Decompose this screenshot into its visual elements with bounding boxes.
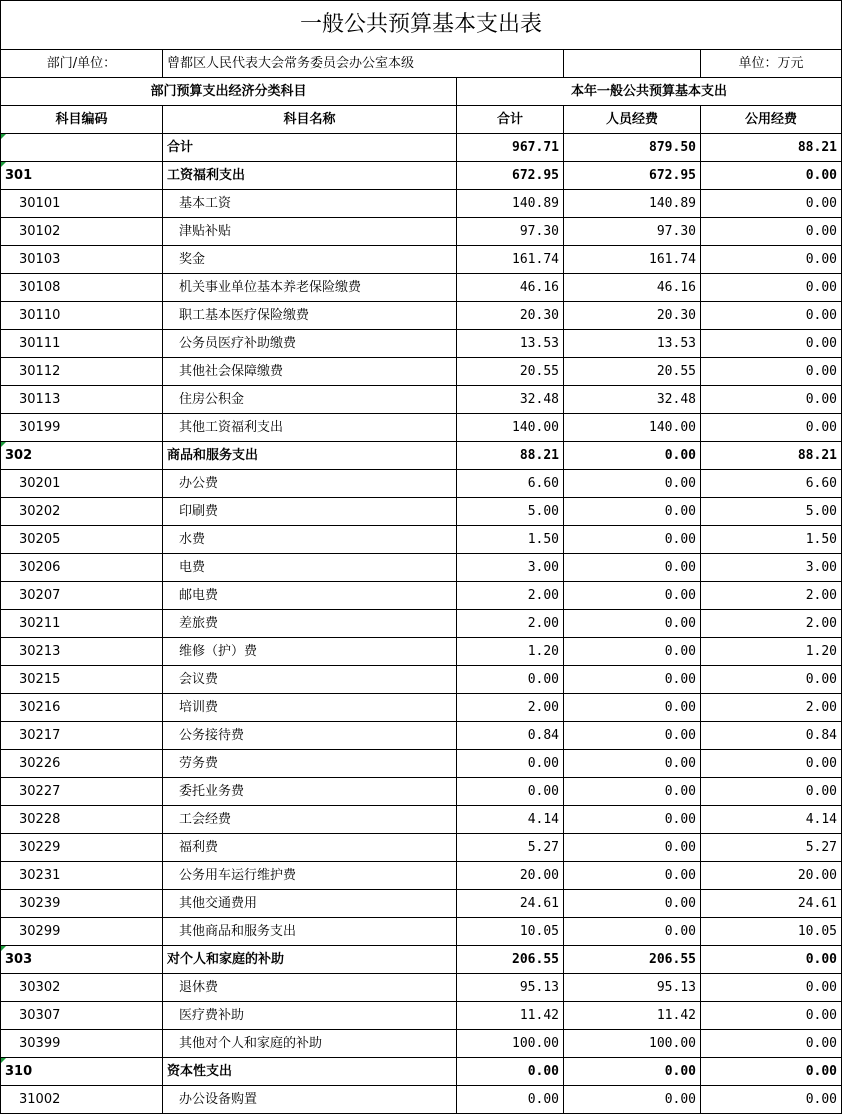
row-public-cell: 0.00 <box>701 302 842 330</box>
row-total-cell: 4.14 <box>457 806 564 834</box>
row-public-cell: 0.00 <box>701 946 842 974</box>
row-personnel-cell: 32.48 <box>564 386 701 414</box>
table-row <box>1 722 842 750</box>
row-name-cell: 其他社会保障缴费 <box>163 358 457 386</box>
row-name-cell: 其他商品和服务支出 <box>163 918 457 946</box>
row-personnel-cell: 0.00 <box>564 1058 701 1086</box>
header-name: 科目名称 <box>163 106 457 134</box>
row-name-cell: 劳务费 <box>163 750 457 778</box>
row-personnel-cell: 11.42 <box>564 1002 701 1030</box>
row-name-cell: 职工基本医疗保险缴费 <box>163 302 457 330</box>
row-code-cell: 30228 <box>1 806 163 834</box>
meta-blank-cell <box>564 50 701 78</box>
row-name-cell: 医疗费补助 <box>163 1002 457 1030</box>
header-code: 科目编码 <box>1 106 163 134</box>
row-public-cell: 5.27 <box>701 834 842 862</box>
table-row <box>1 330 842 358</box>
row-name-cell: 邮电费 <box>163 582 457 610</box>
row-total-cell: 11.42 <box>457 1002 564 1030</box>
table-row <box>1 1086 842 1114</box>
table-row <box>1 974 842 1002</box>
table-row <box>1 918 842 946</box>
table-row <box>1 414 842 442</box>
row-public-cell: 2.00 <box>701 610 842 638</box>
row-name-cell: 合计 <box>163 134 457 162</box>
row-personnel-cell: 0.00 <box>564 442 701 470</box>
row-public-cell: 88.21 <box>701 442 842 470</box>
row-total-cell: 5.00 <box>457 498 564 526</box>
row-name-cell: 电费 <box>163 554 457 582</box>
row-personnel-cell: 0.00 <box>564 694 701 722</box>
row-public-cell: 6.60 <box>701 470 842 498</box>
row-name-cell: 公务接待费 <box>163 722 457 750</box>
row-code-cell: 30307 <box>1 1002 163 1030</box>
row-code-cell: 30227 <box>1 778 163 806</box>
row-public-cell: 3.00 <box>701 554 842 582</box>
row-total-cell: 0.00 <box>457 1086 564 1114</box>
row-code-cell: 30207 <box>1 582 163 610</box>
row-personnel-cell: 0.00 <box>564 470 701 498</box>
table-row <box>1 358 842 386</box>
row-code-cell: 30103 <box>1 246 163 274</box>
table-row <box>1 498 842 526</box>
row-code-cell: 302 <box>1 442 163 470</box>
table-row <box>1 638 842 666</box>
table-row <box>1 526 842 554</box>
row-code-cell: 30302 <box>1 974 163 1002</box>
row-name-cell: 水费 <box>163 526 457 554</box>
row-total-cell: 13.53 <box>457 330 564 358</box>
header-group-left: 部门预算支出经济分类科目 <box>1 78 457 106</box>
row-total-cell: 88.21 <box>457 442 564 470</box>
row-personnel-cell: 0.00 <box>564 918 701 946</box>
row-public-cell: 0.00 <box>701 330 842 358</box>
row-personnel-cell: 0.00 <box>564 722 701 750</box>
row-code-cell: 30205 <box>1 526 163 554</box>
row-name-cell: 对个人和家庭的补助 <box>163 946 457 974</box>
row-personnel-cell: 0.00 <box>564 526 701 554</box>
row-code-cell: 30112 <box>1 358 163 386</box>
row-personnel-cell: 0.00 <box>564 806 701 834</box>
row-name-cell: 工资福利支出 <box>163 162 457 190</box>
row-total-cell: 0.00 <box>457 750 564 778</box>
row-personnel-cell: 0.00 <box>564 862 701 890</box>
row-total-cell: 672.95 <box>457 162 564 190</box>
row-code-cell: 30231 <box>1 862 163 890</box>
row-personnel-cell: 672.95 <box>564 162 701 190</box>
row-personnel-cell: 20.30 <box>564 302 701 330</box>
row-code-cell: 30101 <box>1 190 163 218</box>
row-public-cell: 1.20 <box>701 638 842 666</box>
table-row <box>1 806 842 834</box>
table-row <box>1 610 842 638</box>
row-public-cell: 0.00 <box>701 974 842 1002</box>
row-name-cell: 差旅费 <box>163 610 457 638</box>
row-name-cell: 基本工资 <box>163 190 457 218</box>
row-total-cell: 20.30 <box>457 302 564 330</box>
table-row <box>1 750 842 778</box>
row-personnel-cell: 0.00 <box>564 666 701 694</box>
table-row <box>1 274 842 302</box>
table-row <box>1 1030 842 1058</box>
row-code-cell: 30113 <box>1 386 163 414</box>
row-personnel-cell: 0.00 <box>564 638 701 666</box>
row-total-cell: 0.84 <box>457 722 564 750</box>
row-code-cell: 30211 <box>1 610 163 638</box>
row-personnel-cell: 46.16 <box>564 274 701 302</box>
row-total-cell: 967.71 <box>457 134 564 162</box>
table-row <box>1 694 842 722</box>
table-row <box>1 666 842 694</box>
row-code-cell: 30102 <box>1 218 163 246</box>
row-name-cell: 会议费 <box>163 666 457 694</box>
row-name-cell: 其他对个人和家庭的补助 <box>163 1030 457 1058</box>
row-public-cell: 0.00 <box>701 1030 842 1058</box>
row-name-cell: 公务用车运行维护费 <box>163 862 457 890</box>
row-personnel-cell: 13.53 <box>564 330 701 358</box>
row-name-cell: 其他交通费用 <box>163 890 457 918</box>
row-personnel-cell: 0.00 <box>564 582 701 610</box>
row-name-cell: 福利费 <box>163 834 457 862</box>
row-public-cell: 0.00 <box>701 190 842 218</box>
row-public-cell: 0.00 <box>701 162 842 190</box>
row-public-cell: 0.00 <box>701 1002 842 1030</box>
row-total-cell: 97.30 <box>457 218 564 246</box>
row-name-cell: 委托业务费 <box>163 778 457 806</box>
category-row <box>1 442 842 470</box>
row-public-cell: 10.05 <box>701 918 842 946</box>
row-public-cell: 0.00 <box>701 778 842 806</box>
row-code-cell: 30108 <box>1 274 163 302</box>
row-total-cell: 0.00 <box>457 778 564 806</box>
row-code-cell: 30215 <box>1 666 163 694</box>
row-personnel-cell: 95.13 <box>564 974 701 1002</box>
row-public-cell: 0.84 <box>701 722 842 750</box>
row-code-cell: 30399 <box>1 1030 163 1058</box>
category-row <box>1 946 842 974</box>
row-code-cell: 30201 <box>1 470 163 498</box>
row-public-cell: 0.00 <box>701 750 842 778</box>
row-code-cell: 30299 <box>1 918 163 946</box>
row-public-cell: 0.00 <box>701 274 842 302</box>
table-row <box>1 834 842 862</box>
row-public-cell: 1.50 <box>701 526 842 554</box>
row-code-cell: 30111 <box>1 330 163 358</box>
total-row <box>1 134 842 162</box>
row-code-cell: 30226 <box>1 750 163 778</box>
row-personnel-cell: 161.74 <box>564 246 701 274</box>
row-total-cell: 1.50 <box>457 526 564 554</box>
row-name-cell: 工会经费 <box>163 806 457 834</box>
row-code-cell: 30199 <box>1 414 163 442</box>
row-code-cell: 30206 <box>1 554 163 582</box>
row-total-cell: 10.05 <box>457 918 564 946</box>
row-personnel-cell: 140.00 <box>564 414 701 442</box>
row-total-cell: 95.13 <box>457 974 564 1002</box>
row-total-cell: 20.55 <box>457 358 564 386</box>
table-row <box>1 1002 842 1030</box>
row-personnel-cell: 0.00 <box>564 1086 701 1114</box>
row-public-cell: 20.00 <box>701 862 842 890</box>
row-total-cell: 2.00 <box>457 582 564 610</box>
row-public-cell: 0.00 <box>701 414 842 442</box>
row-public-cell: 0.00 <box>701 386 842 414</box>
row-public-cell: 24.61 <box>701 890 842 918</box>
row-personnel-cell: 140.89 <box>564 190 701 218</box>
category-row <box>1 162 842 190</box>
row-name-cell: 维修（护）费 <box>163 638 457 666</box>
row-name-cell: 商品和服务支出 <box>163 442 457 470</box>
row-code-cell: 30202 <box>1 498 163 526</box>
table-row <box>1 862 842 890</box>
row-total-cell: 1.20 <box>457 638 564 666</box>
row-personnel-cell: 0.00 <box>564 750 701 778</box>
row-personnel-cell: 0.00 <box>564 890 701 918</box>
row-code-cell: 30217 <box>1 722 163 750</box>
row-code-cell: 301 <box>1 162 163 190</box>
row-public-cell: 0.00 <box>701 358 842 386</box>
row-personnel-cell: 0.00 <box>564 498 701 526</box>
row-personnel-cell: 0.00 <box>564 834 701 862</box>
row-name-cell: 奖金 <box>163 246 457 274</box>
row-public-cell: 88.21 <box>701 134 842 162</box>
row-code-cell: 31002 <box>1 1086 163 1114</box>
row-total-cell: 0.00 <box>457 666 564 694</box>
row-name-cell: 公务员医疗补助缴费 <box>163 330 457 358</box>
row-code-cell <box>1 134 163 162</box>
row-total-cell: 32.48 <box>457 386 564 414</box>
row-total-cell: 46.16 <box>457 274 564 302</box>
row-personnel-cell: 879.50 <box>564 134 701 162</box>
row-personnel-cell: 97.30 <box>564 218 701 246</box>
row-personnel-cell: 0.00 <box>564 778 701 806</box>
header-group-right: 本年一般公共预算基本支出 <box>457 78 842 106</box>
table-row <box>1 890 842 918</box>
row-personnel-cell: 0.00 <box>564 610 701 638</box>
row-public-cell: 0.00 <box>701 1086 842 1114</box>
row-total-cell: 2.00 <box>457 694 564 722</box>
row-name-cell: 资本性支出 <box>163 1058 457 1086</box>
row-public-cell: 0.00 <box>701 1058 842 1086</box>
row-name-cell: 津贴补贴 <box>163 218 457 246</box>
page-title: 一般公共预算基本支出表 <box>1 1 842 50</box>
row-code-cell: 30239 <box>1 890 163 918</box>
table-row <box>1 470 842 498</box>
row-personnel-cell: 206.55 <box>564 946 701 974</box>
row-total-cell: 3.00 <box>457 554 564 582</box>
dept-value: 曾都区人民代表大会常务委员会办公室本级 <box>163 50 564 78</box>
row-total-cell: 5.27 <box>457 834 564 862</box>
row-public-cell: 0.00 <box>701 666 842 694</box>
row-total-cell: 100.00 <box>457 1030 564 1058</box>
table-row <box>1 554 842 582</box>
row-code-cell: 30110 <box>1 302 163 330</box>
row-personnel-cell: 100.00 <box>564 1030 701 1058</box>
row-total-cell: 206.55 <box>457 946 564 974</box>
row-code-cell: 30229 <box>1 834 163 862</box>
header-public: 公用经费 <box>701 106 842 134</box>
row-name-cell: 退休费 <box>163 974 457 1002</box>
row-total-cell: 2.00 <box>457 610 564 638</box>
row-public-cell: 0.00 <box>701 246 842 274</box>
category-row <box>1 1058 842 1086</box>
row-personnel-cell: 0.00 <box>564 554 701 582</box>
row-total-cell: 0.00 <box>457 1058 564 1086</box>
dept-label: 部门/单位： <box>1 50 163 78</box>
row-code-cell: 30216 <box>1 694 163 722</box>
header-total: 合计 <box>457 106 564 134</box>
row-public-cell: 2.00 <box>701 694 842 722</box>
row-total-cell: 20.00 <box>457 862 564 890</box>
row-public-cell: 4.14 <box>701 806 842 834</box>
row-name-cell: 其他工资福利支出 <box>163 414 457 442</box>
table-row <box>1 386 842 414</box>
row-total-cell: 161.74 <box>457 246 564 274</box>
row-code-cell: 30213 <box>1 638 163 666</box>
table-row <box>1 190 842 218</box>
row-personnel-cell: 20.55 <box>564 358 701 386</box>
row-name-cell: 机关事业单位基本养老保险缴费 <box>163 274 457 302</box>
row-name-cell: 印刷费 <box>163 498 457 526</box>
row-total-cell: 140.89 <box>457 190 564 218</box>
table-row <box>1 582 842 610</box>
row-code-cell: 310 <box>1 1058 163 1086</box>
row-total-cell: 24.61 <box>457 890 564 918</box>
table-row <box>1 778 842 806</box>
row-name-cell: 住房公积金 <box>163 386 457 414</box>
row-name-cell: 办公费 <box>163 470 457 498</box>
row-name-cell: 办公设备购置 <box>163 1086 457 1114</box>
unit-label: 单位：万元 <box>701 50 842 78</box>
table-row <box>1 246 842 274</box>
row-public-cell: 2.00 <box>701 582 842 610</box>
row-public-cell: 5.00 <box>701 498 842 526</box>
row-code-cell: 303 <box>1 946 163 974</box>
table-row <box>1 218 842 246</box>
table-row <box>1 302 842 330</box>
row-total-cell: 6.60 <box>457 470 564 498</box>
row-total-cell: 140.00 <box>457 414 564 442</box>
header-personnel: 人员经费 <box>564 106 701 134</box>
row-name-cell: 培训费 <box>163 694 457 722</box>
row-public-cell: 0.00 <box>701 218 842 246</box>
